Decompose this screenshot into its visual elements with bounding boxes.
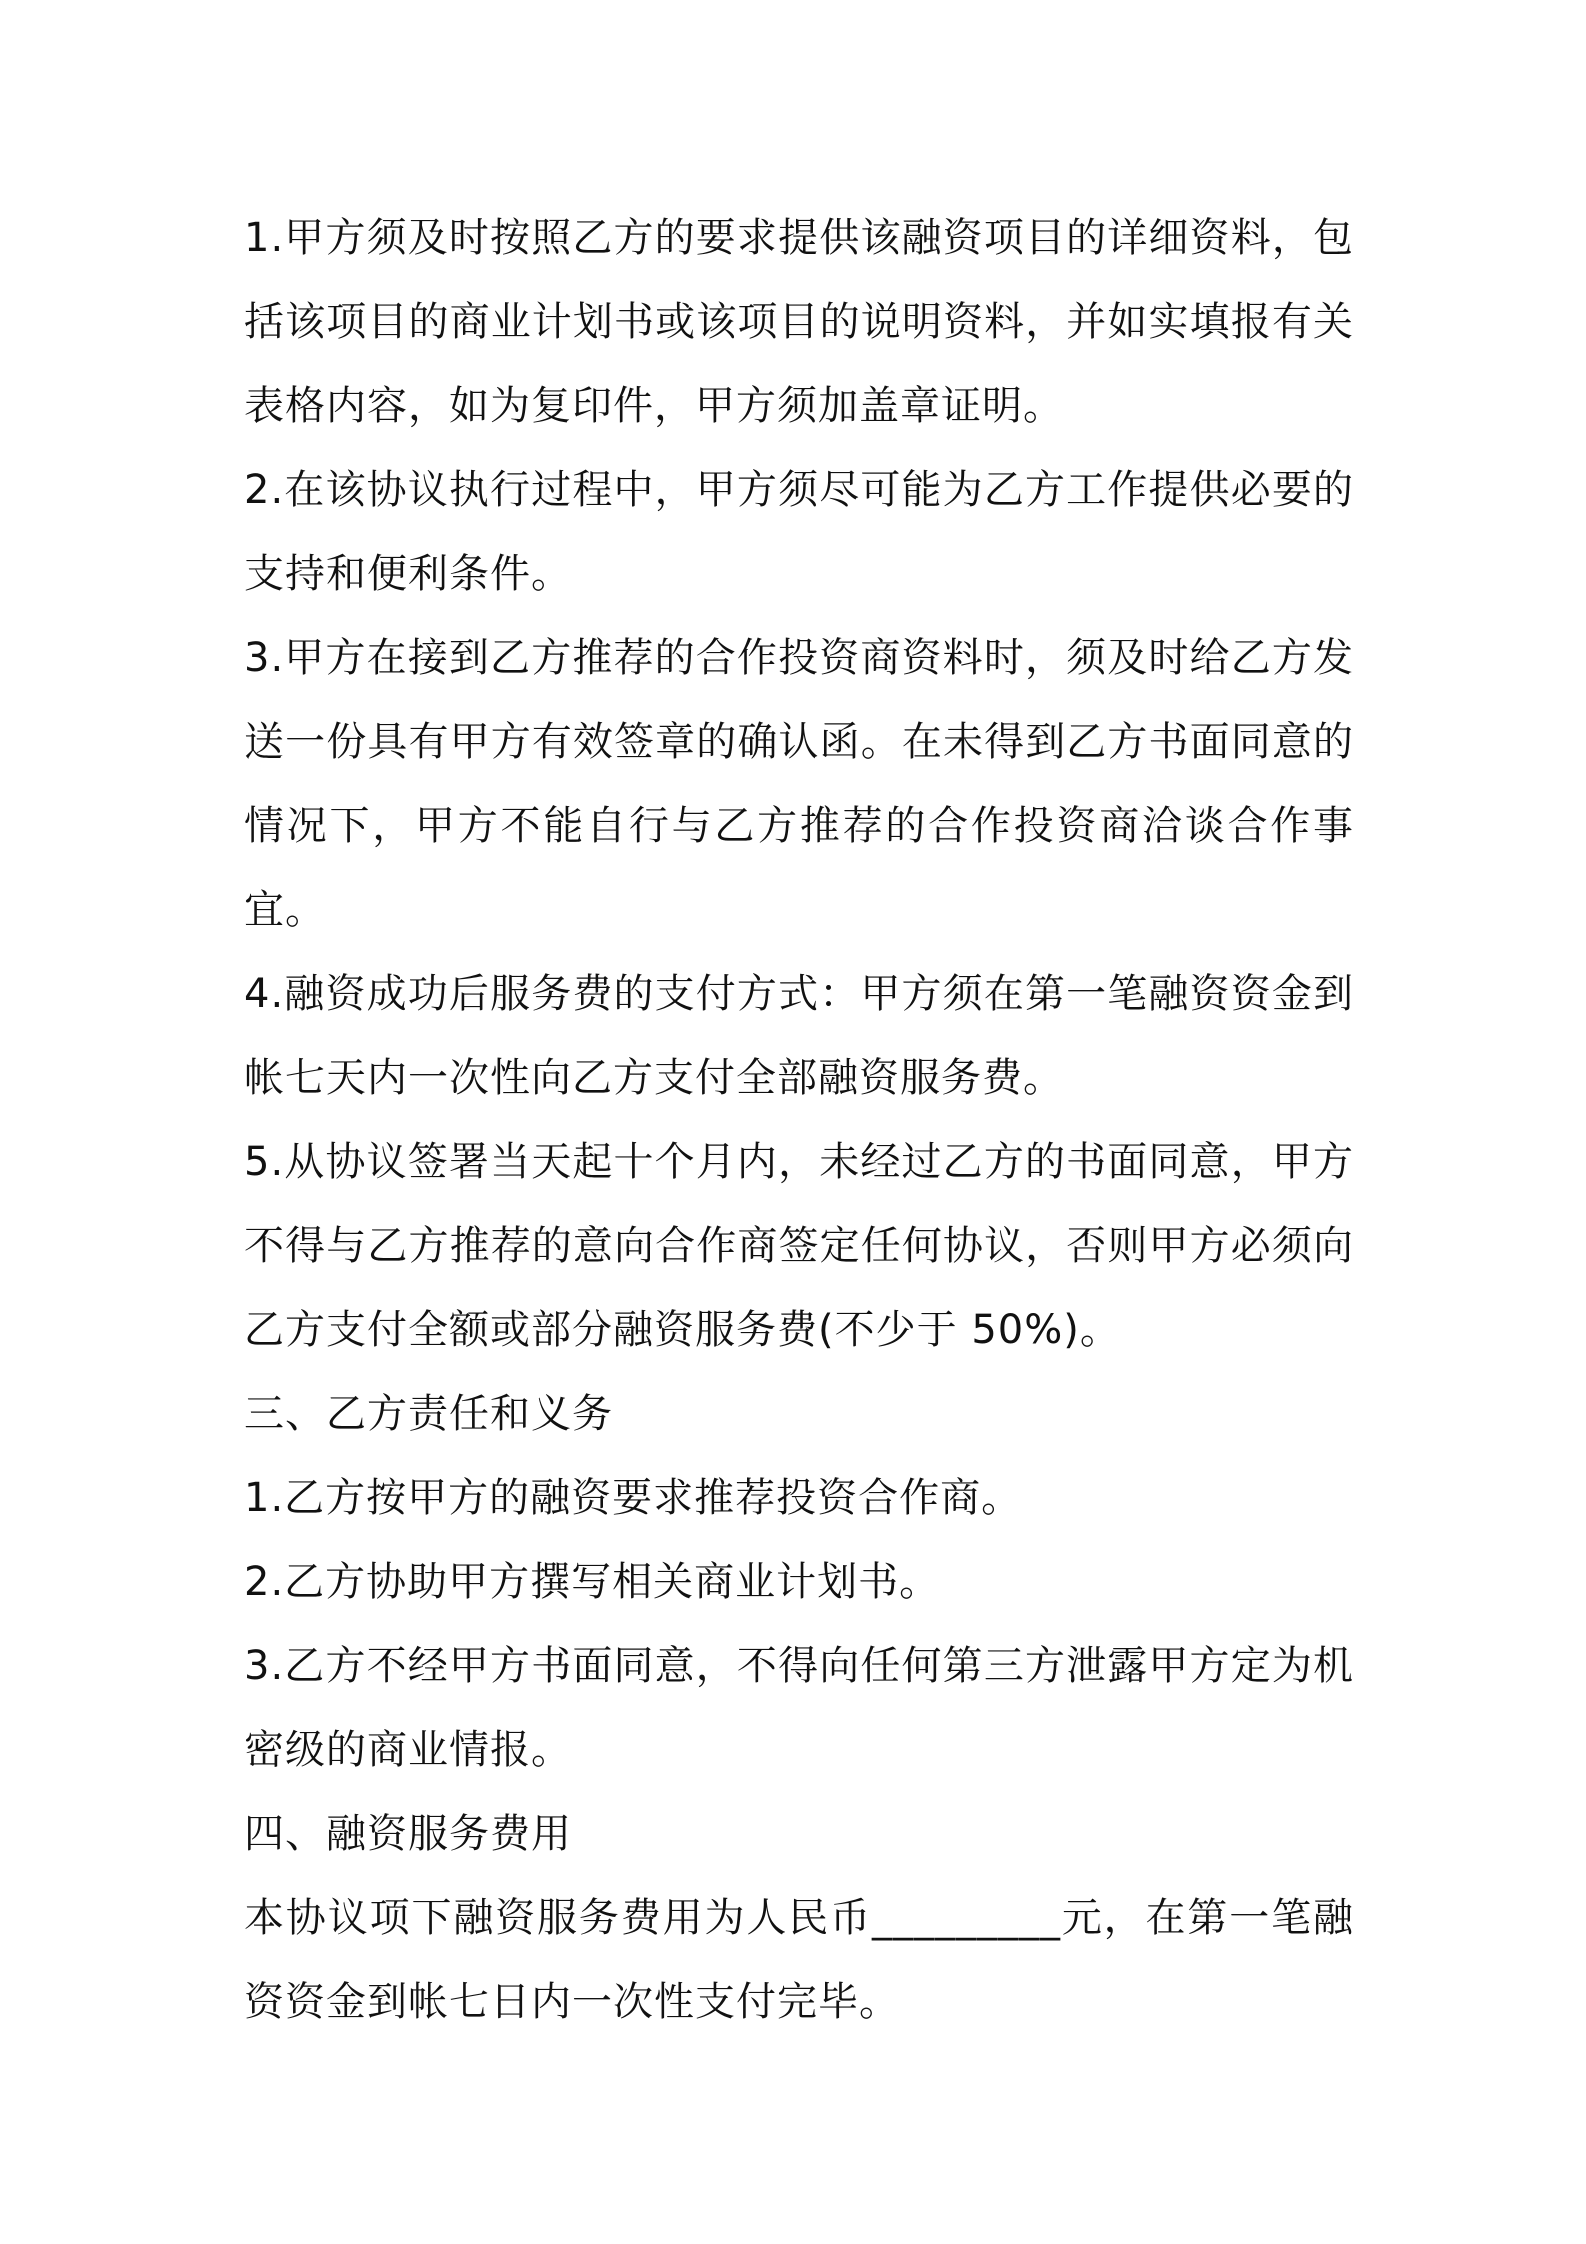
paragraph-fees: 本协议项下融资服务费用为人民币_________元，在第一笔融资资金到帐七日内一次性支付完毕。 — [244, 1895, 1354, 2025]
paragraph-a-4: 4.融资成功后服务费的支付方式：甲方须在第一笔融资资金到帐七天内一次性向乙方支付全部融资服务费。 — [244, 971, 1354, 1101]
paragraph-a-2: 2.在该协议执行过程中，甲方须尽可能为乙方工作提供必要的支持和便利条件。 — [244, 467, 1354, 597]
document-body — [244, 196, 1354, 2044]
paragraph-b-3: 3.乙方不经甲方书面同意，不得向任何第三方泄露甲方定为机密级的商业情报。 — [244, 1643, 1354, 1773]
section-heading-party-b: 三、乙方责任和义务 — [244, 1391, 613, 1437]
section-heading-fees: 四、融资服务费用 — [244, 1811, 572, 1857]
paragraph-b-1: 1.乙方按甲方的融资要求推荐投资合作商。 — [244, 1475, 1023, 1521]
paragraph-b-2: 2.乙方协助甲方撰写相关商业计划书。 — [244, 1559, 941, 1605]
paragraph-a-1: 1.甲方须及时按照乙方的要求提供该融资项目的详细资料，包括该项目的商业计划书或该项目的说明资料，并如实填报有关表格内容，如为复印件，甲方须加盖章证明。 — [244, 215, 1354, 429]
paragraph-a-3: 3.甲方在接到乙方推荐的合作投资商资料时，须及时给乙方发送一份具有甲方有效签章的确认函。在未得到乙方书面同意的情况下，甲方不能自行与乙方推荐的合作投资商洽谈合作事宜。 — [244, 635, 1354, 933]
paragraph-a-5: 5.从协议签署当天起十个月内，未经过乙方的书面同意，甲方不得与乙方推荐的意向合作商签定任何协议，否则甲方必须向乙方支付全额或部分融资服务费(不少于 50%)。 — [244, 1139, 1354, 1353]
